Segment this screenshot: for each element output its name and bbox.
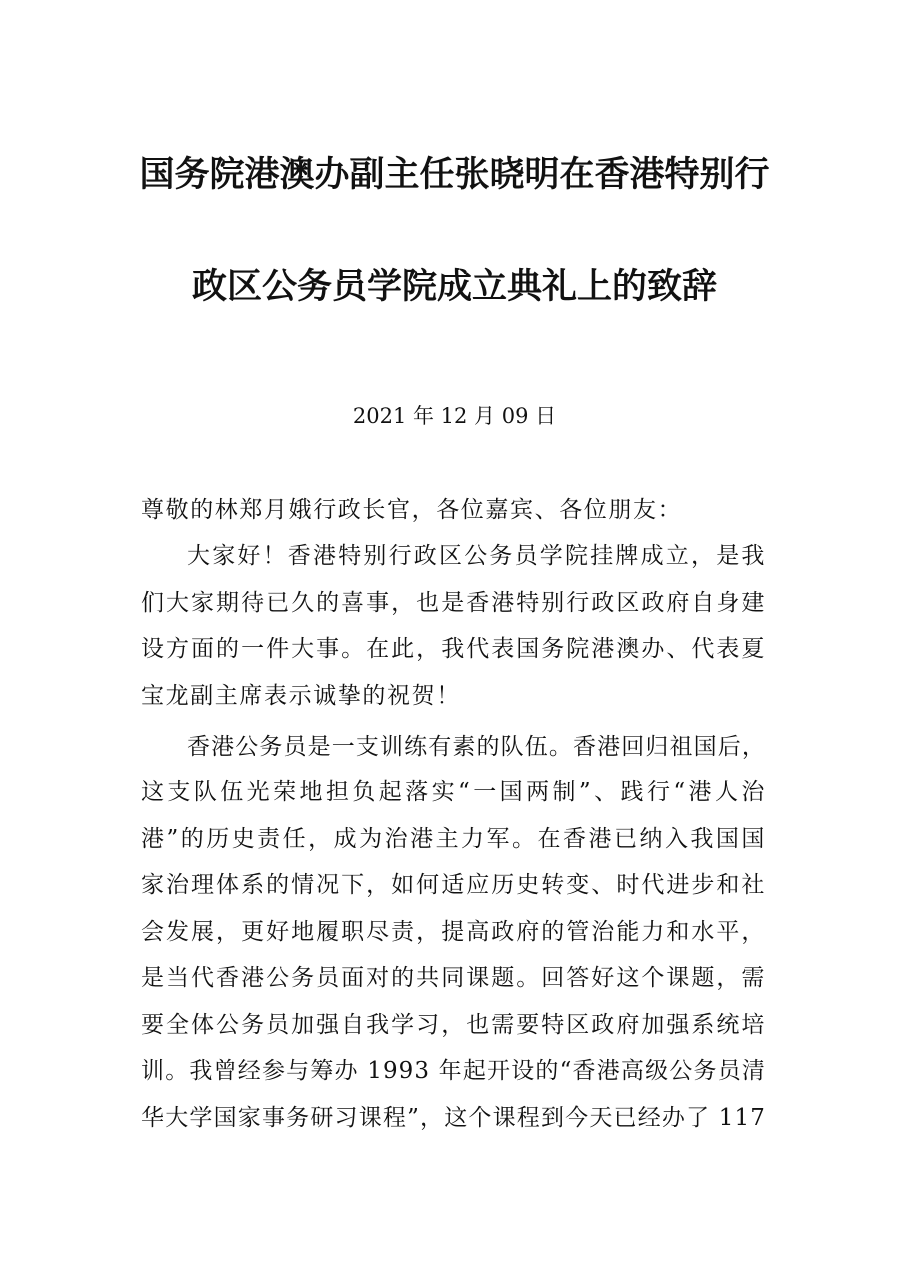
paragraph-line: 设方面的一件大事。在此，我代表国务院港澳办、代表夏 <box>141 636 766 662</box>
paragraph-line: 是当代香港公务员面对的共同课题。回答好这个课题，需 <box>141 965 766 991</box>
document-date: 2021 年 12 月 09 日 <box>352 404 557 428</box>
document-title-line-1: 国务院港澳办副主任张晓明在香港特别行 <box>139 155 770 195</box>
paragraph-line: 这支队伍光荣地担负起落实“一国两制”、践行“港人治 <box>141 779 766 805</box>
paragraph-line: 宝龙副主席表示诚挚的祝贺！ <box>141 683 461 709</box>
paragraph-line: 香港公务员是一支训练有素的队伍。香港回归祖国后， <box>187 734 766 760</box>
paragraph-line: 华大学国家事务研习课程”，这个课程到今天已经办了 117 <box>141 1105 766 1131</box>
salutation-line: 尊敬的林郑月娥行政长官，各位嘉宾、各位朋友： <box>141 497 683 523</box>
paragraph-line: 大家好！香港特别行政区公务员学院挂牌成立，是我 <box>187 543 766 569</box>
paragraph-line: 训。我曾经参与筹办 1993 年起开设的“香港高级公务员清 <box>141 1058 766 1084</box>
paragraph-line: 港”的历史责任，成为治港主力军。在香港已纳入我国国 <box>141 826 766 852</box>
document-title-line-2: 政区公务员学院成立典礼上的致辞 <box>191 267 717 307</box>
paragraph-line: 要全体公务员加强自我学习，也需要特区政府加强系统培 <box>141 1012 766 1038</box>
paragraph-line: 会发展，更好地履职尽责，提高政府的管治能力和水平， <box>141 919 766 945</box>
paragraph-line: 家治理体系的情况下，如何适应历史转变、时代进步和社 <box>141 872 766 898</box>
paragraph-line: 们大家期待已久的喜事，也是香港特别行政区政府自身建 <box>141 590 766 616</box>
